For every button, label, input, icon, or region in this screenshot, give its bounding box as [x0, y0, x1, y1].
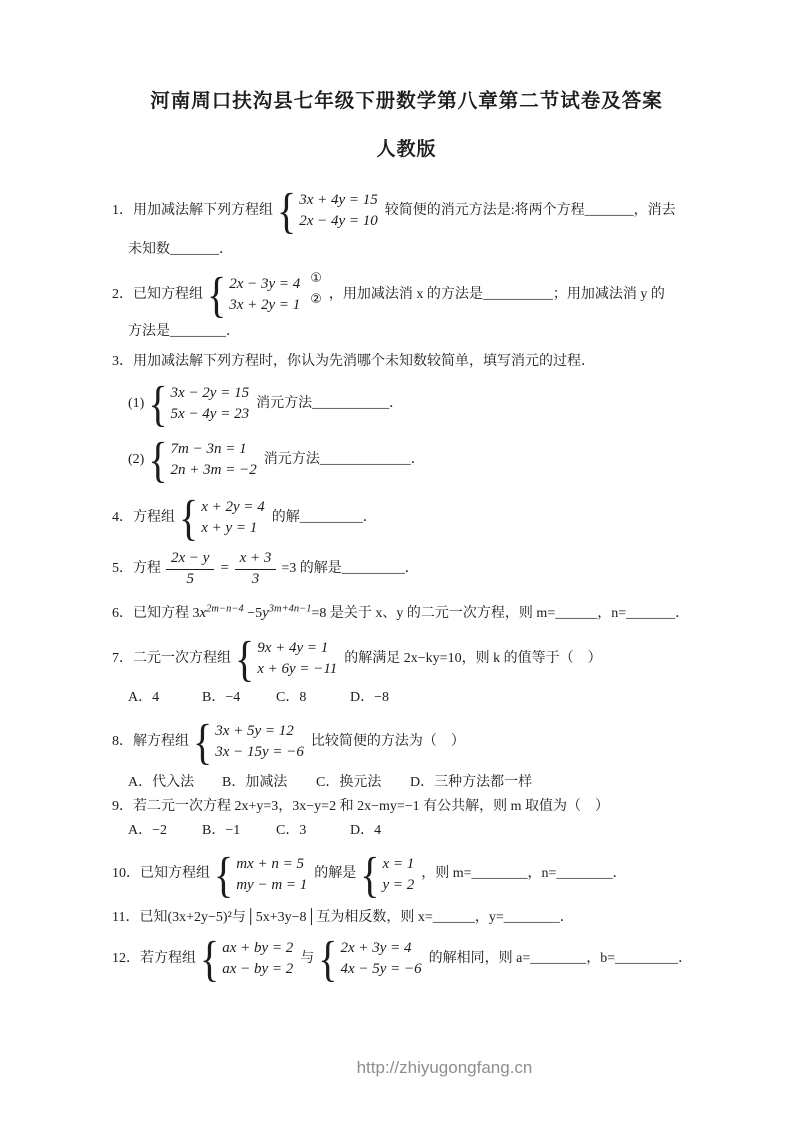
question-8-options — [112, 773, 701, 793]
equation-line: 4x − 5y = −6 — [340, 960, 422, 977]
equation-number-markers — [310, 268, 322, 310]
question-1-blank-text: 较简便的消元方法是:将两个方程_______，消去 — [384, 202, 676, 218]
variable-y: y — [262, 604, 269, 621]
question-7-options — [112, 688, 701, 708]
question-8-stem: 8．解方程组 — [112, 733, 189, 749]
equation-line: x = 1 — [382, 855, 415, 872]
option-b: B．−1 — [202, 823, 241, 839]
question-8-tail: 比较简便的方法为（ ） — [310, 733, 465, 749]
question-4-blank-text: 的解_________． — [271, 509, 377, 525]
question-10-middle: 的解是 — [314, 866, 357, 882]
option-a: A．代入法 — [128, 774, 195, 790]
equals-sign: = — [219, 559, 230, 576]
variable-x: x — [199, 604, 207, 621]
footer — [0, 1056, 793, 1081]
brace-glyph: { — [360, 845, 380, 903]
question-7-stem: 7．二元一次方程组 — [112, 651, 231, 667]
question-7 — [112, 630, 701, 687]
question-5-stem: 5．方程 — [112, 560, 161, 576]
equation-system-q3-2 — [148, 430, 257, 488]
equation-line: x + y = 1 — [201, 519, 258, 536]
part-1-label: (1) — [128, 395, 145, 411]
option-c: C．3 — [276, 823, 307, 839]
equation-line: mx + n = 5 — [236, 855, 304, 872]
question-12-stem: 12．若方程组 — [112, 950, 196, 966]
circled-2-marker: ② — [310, 292, 322, 308]
question-12 — [112, 930, 701, 987]
question-6 — [112, 603, 701, 625]
equation-line: 2x + 3y = 4 — [340, 939, 412, 956]
question-3-part-2 — [112, 430, 701, 488]
page-title: 河南周口扶沟县七年级下册数学第八章第二节试卷及答案 — [150, 91, 663, 112]
question-8 — [112, 713, 701, 770]
question-10-blank-text: ，则 m=________，n=________． — [421, 866, 627, 882]
equation-line: ax − by = 2 — [222, 960, 294, 977]
equation-line: y = 2 — [382, 876, 415, 893]
question-12-blank-text: 的解相同，则 a=________，b=_________． — [428, 950, 693, 966]
equation-system-q1 — [277, 182, 378, 239]
fraction-numerator: 2x − y — [166, 549, 214, 570]
question-9-stem: 9．若二元一次方程 2x+y=3，3x−y=2 和 2x−my=−1 有公共解，则 m 取值为（ ） — [112, 799, 610, 815]
equation-line: 9x + 4y = 1 — [257, 640, 329, 657]
equation-system-q10-solution — [360, 845, 415, 903]
brace-glyph: { — [214, 845, 234, 903]
brace-glyph: { — [207, 266, 227, 323]
equation-line: 3x + 4y = 15 — [299, 191, 378, 208]
fraction-denominator: 5 — [186, 570, 194, 587]
equation-line: x + 6y = −11 — [257, 661, 338, 678]
question-10-stem: 10．已知方程组 — [112, 866, 210, 882]
equation-line: 2x − 3y = 4 — [229, 276, 301, 293]
footer-url: http://zhiyugongfang.cn — [356, 1058, 533, 1077]
part-2-label: (2) — [128, 451, 145, 467]
fraction-right — [235, 549, 277, 589]
brace-glyph: { — [235, 630, 255, 687]
equation-line: 2n + 3m = −2 — [170, 461, 257, 478]
equation-system-q10-left — [214, 845, 308, 903]
equation-line: 3x − 2y = 15 — [170, 384, 250, 401]
equation-line: 5x − 4y = 23 — [170, 405, 250, 422]
equation-system-q7 — [235, 630, 338, 687]
equation-line: ax + by = 2 — [222, 939, 294, 956]
question-1-continuation: 未知数_______． — [128, 241, 233, 257]
brace-glyph: { — [148, 430, 168, 488]
part-1-blank-text: 消元方法___________． — [256, 395, 404, 411]
option-c: C．8 — [276, 690, 307, 706]
equation-line: my − m = 1 — [236, 876, 308, 893]
fraction-denominator: 3 — [251, 570, 260, 587]
question-4-stem: 4．方程组 — [112, 509, 175, 525]
option-d: D．三种方法都一样 — [410, 774, 533, 790]
brace-glyph: { — [193, 713, 213, 770]
fraction-numerator: x + 3 — [235, 549, 277, 570]
equation-line: 7m − 3n = 1 — [170, 440, 247, 457]
question-9-options — [112, 821, 701, 841]
question-2-stem: 2．已知方程组 — [112, 286, 203, 302]
brace-glyph: { — [179, 488, 199, 546]
equation-line: 3x − 15y = −6 — [215, 743, 304, 760]
option-c: C．换元法 — [316, 774, 382, 790]
question-3-part-1 — [112, 374, 701, 432]
brace-glyph: { — [200, 930, 220, 987]
option-b: B．−4 — [202, 690, 241, 706]
equation-system-q12-left — [200, 930, 294, 987]
fraction-left — [166, 549, 214, 589]
equation-system-q4 — [179, 488, 265, 546]
equation-line: x + 2y = 4 — [201, 498, 265, 515]
question-5-blank-text: =3 的解是_________． — [281, 560, 419, 576]
equation-system-q3-1 — [148, 374, 250, 432]
page-subtitle: 人教版 — [376, 139, 437, 161]
question-12-middle: 与 — [300, 950, 315, 966]
equation-system-q8 — [193, 713, 304, 770]
question-6-blank-text: =8 是关于 x、y 的二元一次方程，则 m=______，n=_______． — [311, 605, 690, 621]
option-b: B．加减法 — [222, 774, 288, 790]
question-10 — [112, 845, 701, 903]
option-a: A．−2 — [128, 823, 168, 839]
question-2-continuation: 方法是________． — [128, 324, 240, 340]
question-1 — [112, 182, 701, 239]
question-5 — [112, 549, 701, 589]
question-4 — [112, 488, 701, 546]
equation-line: 3x + 5y = 12 — [215, 722, 294, 739]
question-6-middle: −5 — [243, 605, 263, 621]
option-d: D．4 — [350, 823, 382, 839]
brace-glyph: { — [318, 930, 338, 987]
question-11-stem: 11．已知(3x+2y−5)²与│5x+3y−8│互为相反数，则 x=______，y=________． — [112, 909, 574, 925]
option-d: D．−8 — [350, 690, 390, 706]
exponent-y: 3m+4n−1 — [268, 603, 312, 615]
circled-1-marker: ① — [310, 271, 322, 287]
equation-line: 3x + 2y = 1 — [229, 297, 301, 314]
brace-glyph: { — [148, 374, 168, 432]
question-2-blank-text: ，用加减法消 x 的方法是__________；用加减法消 y 的 — [328, 286, 665, 302]
part-2-blank-text: 消元方法_____________． — [263, 451, 425, 467]
brace-glyph: { — [277, 182, 297, 239]
question-3-stem: 3．用加减法解下列方程时，你认为先消哪个未知数较简单，填写消元的过程． — [112, 354, 595, 370]
question-2 — [112, 266, 701, 323]
equation-line: 2x − 4y = 10 — [299, 212, 378, 229]
equation-system-q12-right — [318, 930, 422, 987]
equation-system-q2 — [207, 266, 322, 323]
option-a: A．4 — [128, 690, 160, 706]
question-7-tail: 的解满足 2x−ky=10，则 k 的值等于（ ） — [344, 651, 602, 667]
exponent-x: 2m−n−4 — [206, 603, 244, 615]
question-6-stem: 6．已知方程 3 — [112, 605, 200, 621]
question-1-stem: 1．用加减法解下列方程组 — [112, 202, 273, 218]
